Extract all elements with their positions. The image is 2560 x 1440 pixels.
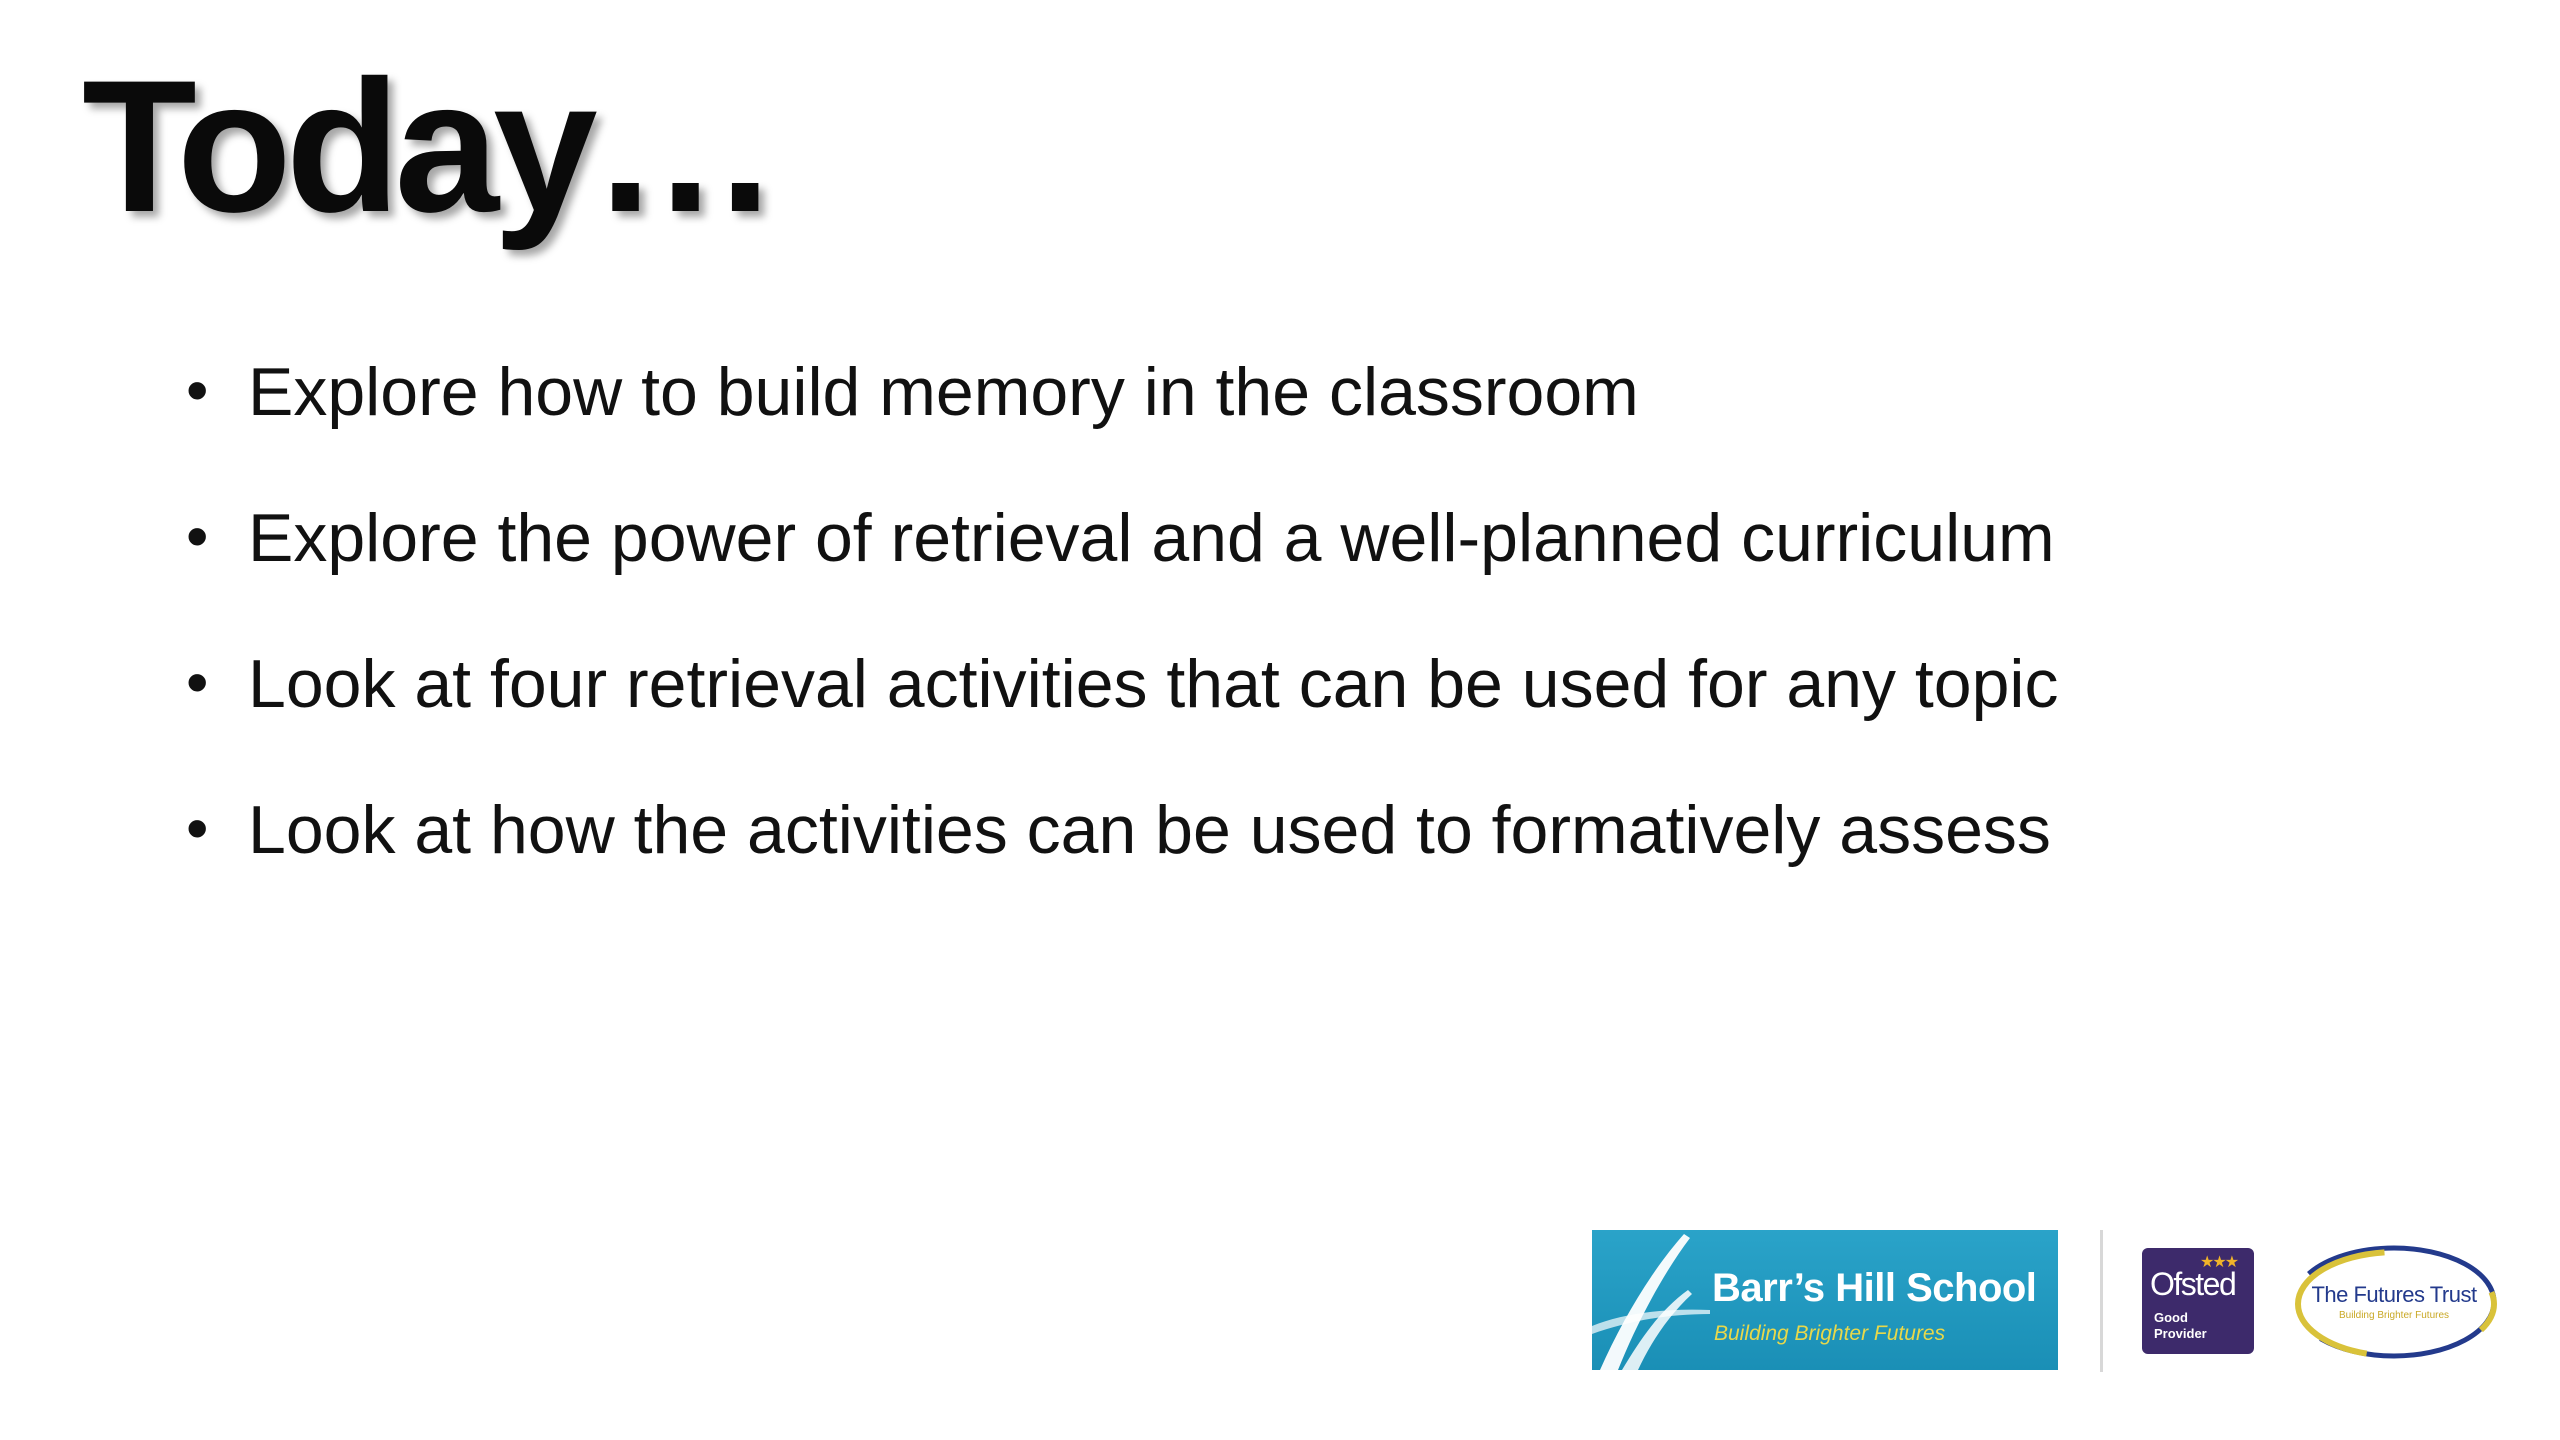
bullet-point-icon: • — [186, 646, 209, 718]
ofsted-rating: Good Provider — [2154, 1310, 2207, 1341]
bullet-item — [180, 644, 2059, 790]
ofsted-logo — [2142, 1248, 2254, 1354]
slide-title: Today… — [82, 41, 774, 251]
swoosh-icon — [1592, 1230, 1722, 1370]
bullet-item — [180, 352, 2059, 498]
bullet-text: Look at four retrieval activities that can be used for any topic — [248, 646, 2059, 722]
bullet-text: Explore the power of retrieval and a well-planned curriculum — [248, 500, 2055, 576]
school-logo — [1592, 1230, 2058, 1370]
bullet-text: Look at how the activities can be used to formatively assess — [248, 792, 2051, 868]
bullet-point-icon: • — [186, 792, 209, 864]
trust-logo — [2288, 1240, 2500, 1364]
bullet-item — [180, 790, 2059, 936]
bullet-list — [180, 352, 2059, 936]
bullet-item — [180, 498, 2059, 644]
footer-logos — [1592, 1230, 2512, 1372]
bullet-text: Explore how to build memory in the classroom — [248, 354, 1639, 430]
school-tagline: Building Brighter Futures — [1714, 1322, 1946, 1345]
trust-tagline: Building Brighter Futures — [2338, 1310, 2450, 1321]
school-name: Barr’s Hill School — [1712, 1266, 2037, 1310]
logo-divider — [2100, 1230, 2103, 1372]
bullet-point-icon: • — [186, 500, 209, 572]
trust-name: The Futures Trust — [2311, 1282, 2477, 1307]
bullet-point-icon: • — [186, 354, 209, 426]
stars-icon: ★★★ — [2200, 1254, 2238, 1271]
ofsted-name: Ofsted — [2150, 1266, 2236, 1302]
